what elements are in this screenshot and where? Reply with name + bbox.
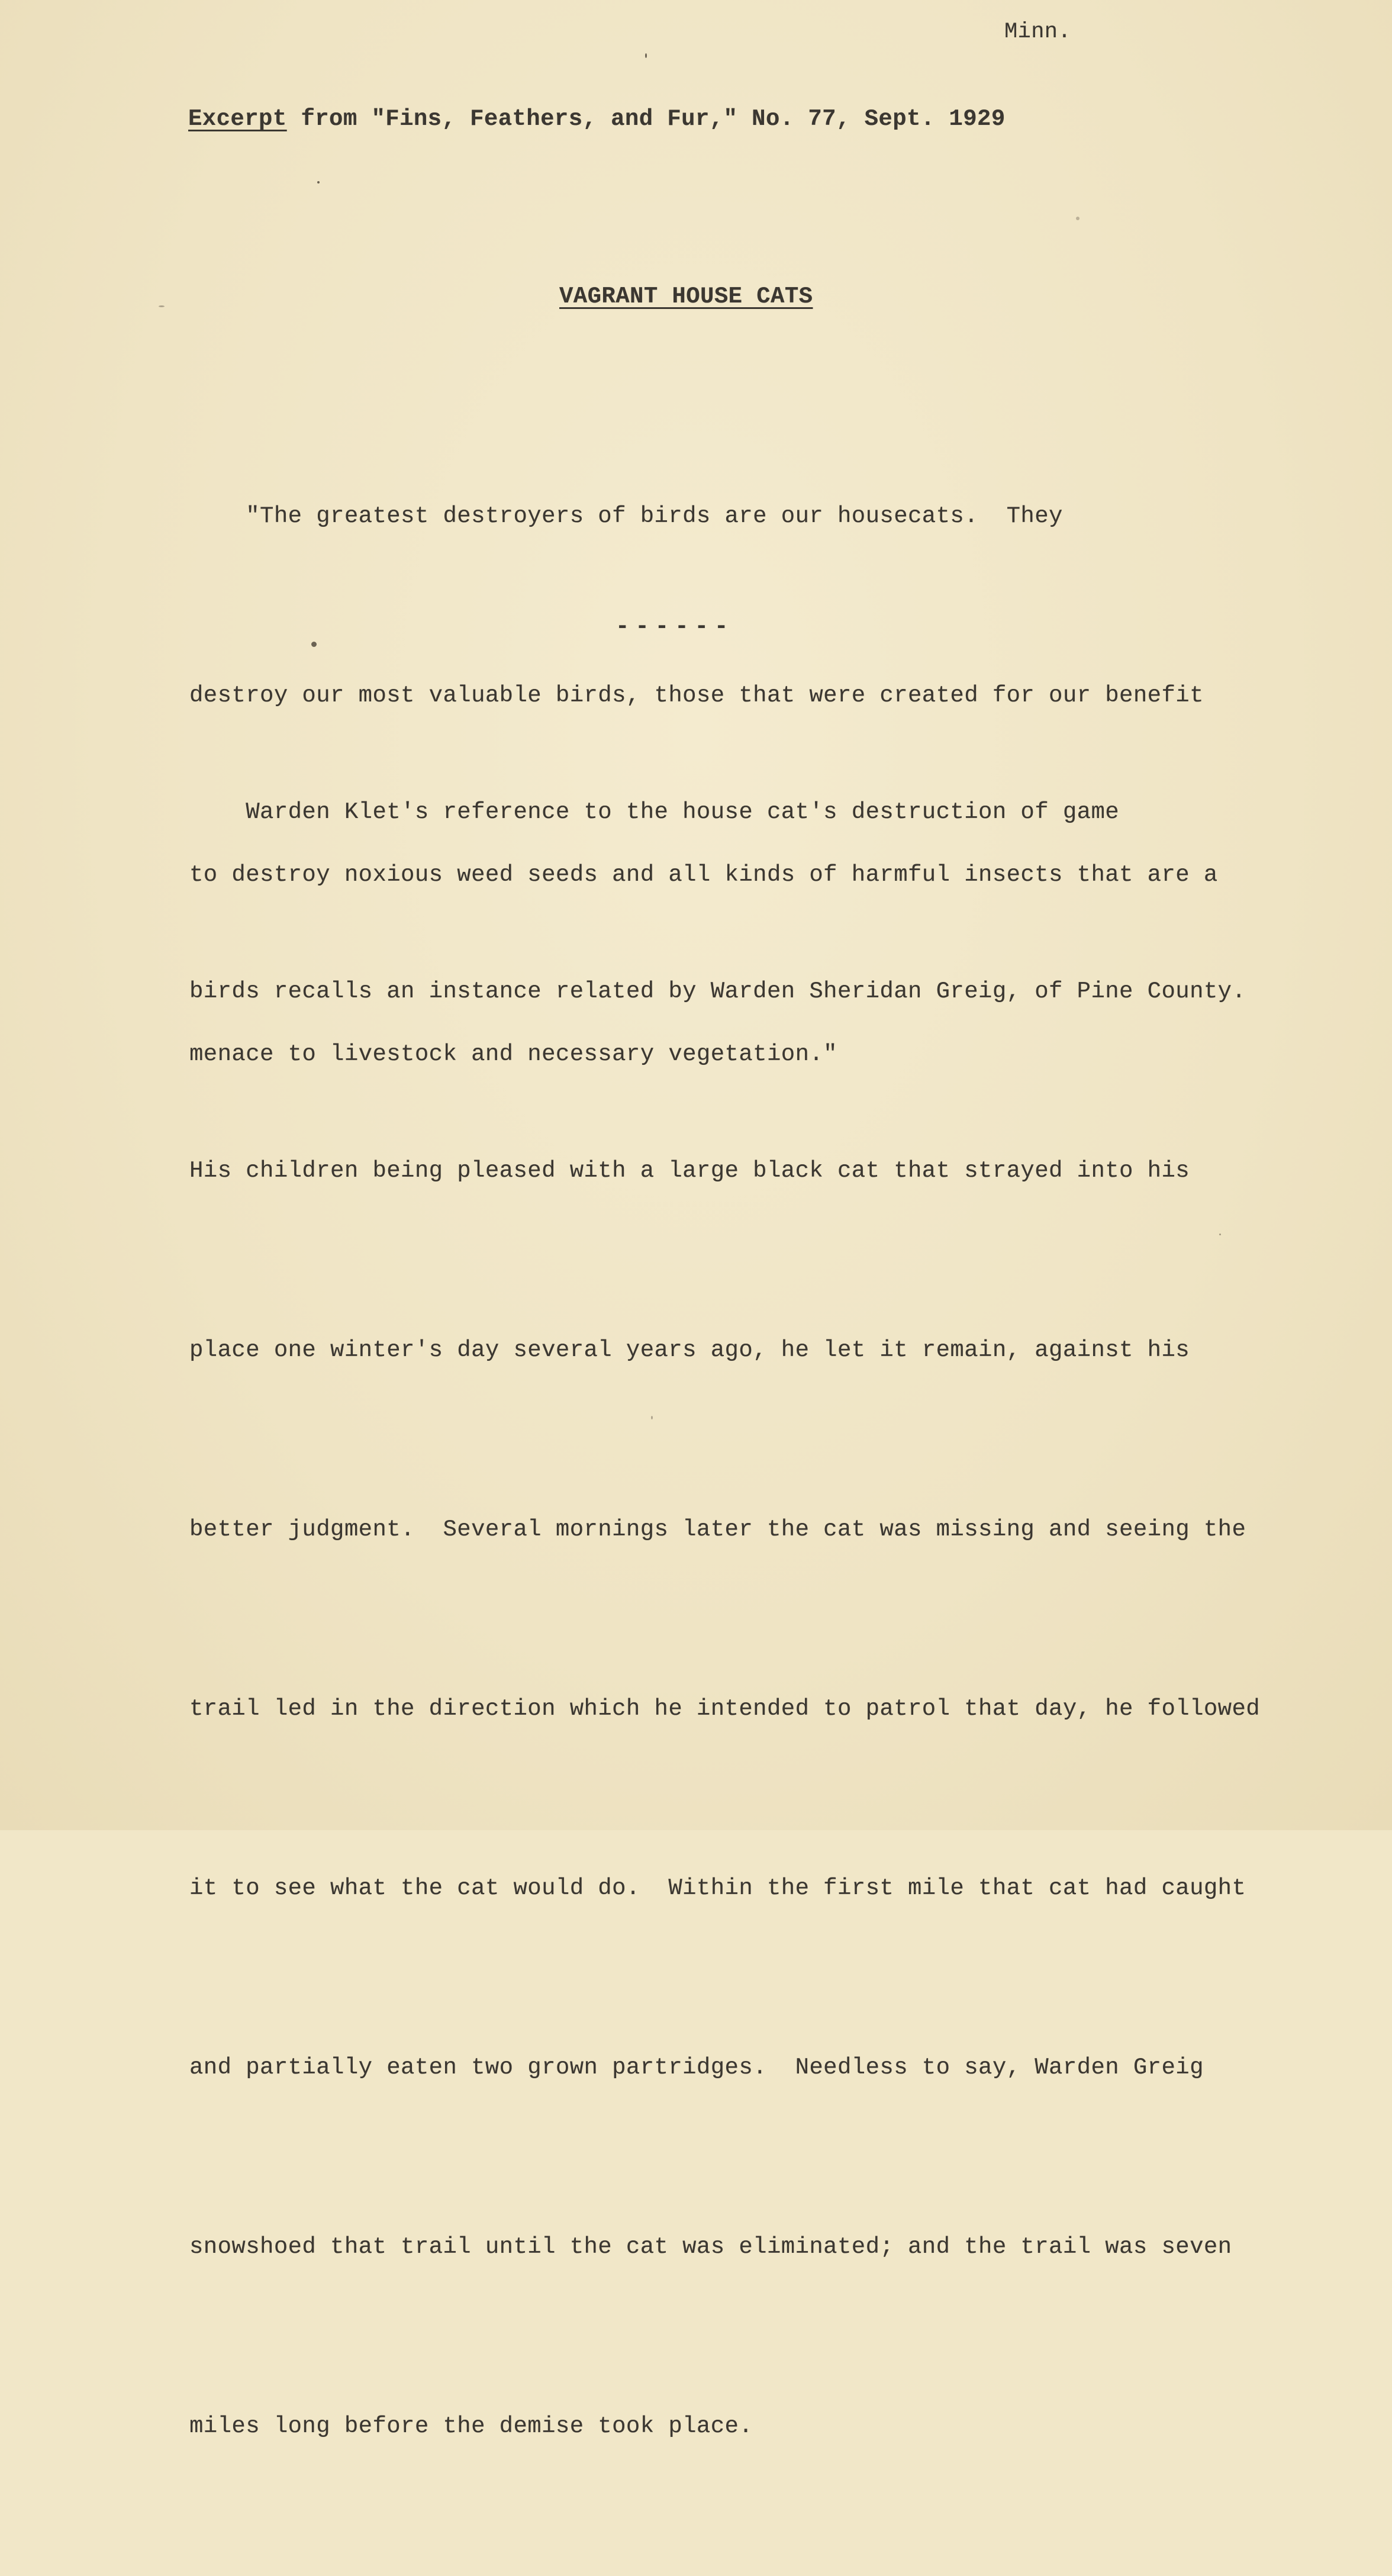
excerpt-label: Excerpt	[188, 106, 287, 132]
body-line: birds recalls an instance related by Warden Sheridan Greig, of Pine County.	[189, 978, 1246, 1004]
body-line: His children being pleased with a large black cat that strayed into his	[189, 1158, 1190, 1184]
quote-line: "The greatest destroyers of birds are our housecats. They	[189, 503, 1063, 529]
body-line: better judgment. Several mornings later the cat was missing and seeing the	[189, 1516, 1246, 1543]
paper-speck	[1219, 1234, 1221, 1235]
body-line: Warden Klet's reference to the house cat's destruction of game	[189, 799, 1120, 825]
article-title: VAGRANT HOUSE CATS	[559, 284, 813, 310]
body-line: place one winter's day several years ago, he let it remain, against his	[189, 1337, 1190, 1363]
paper-speck	[159, 305, 165, 307]
section-separator: ------	[616, 614, 734, 640]
excerpt-source-line	[188, 108, 1006, 131]
paper-speck	[645, 53, 647, 58]
quote-line: destroy our most valuable birds, those that were created for our benefit	[189, 682, 1204, 709]
body-line: miles long before the demise took place.	[189, 2413, 753, 2439]
quote-line: menace to livestock and necessary vegetation."	[189, 1041, 837, 1067]
source-citation: from "Fins, Feathers, and Fur," No. 77, Sept. 1929	[286, 106, 1006, 132]
body-paragraph	[189, 663, 1361, 2576]
body-line: and partially eaten two grown partridges. Needless to say, Warden Greig	[189, 2055, 1204, 2081]
body-line: it to see what the cat would do. Within the first mile that cat had caught	[189, 1875, 1246, 1901]
paper-speck	[317, 181, 320, 183]
paper-speck	[1076, 217, 1080, 220]
paper-speck	[651, 1416, 653, 1419]
state-notation: Minn.	[1004, 20, 1072, 44]
paper-speck	[311, 642, 317, 647]
quote-line: to destroy noxious weed seeds and all kinds of harmful insects that are a	[189, 862, 1218, 888]
body-line: trail led in the direction which he intended to patrol that day, he followed	[189, 1696, 1261, 1722]
body-line: snowshoed that trail until the cat was eliminated; and the trail was seven	[189, 2234, 1232, 2260]
